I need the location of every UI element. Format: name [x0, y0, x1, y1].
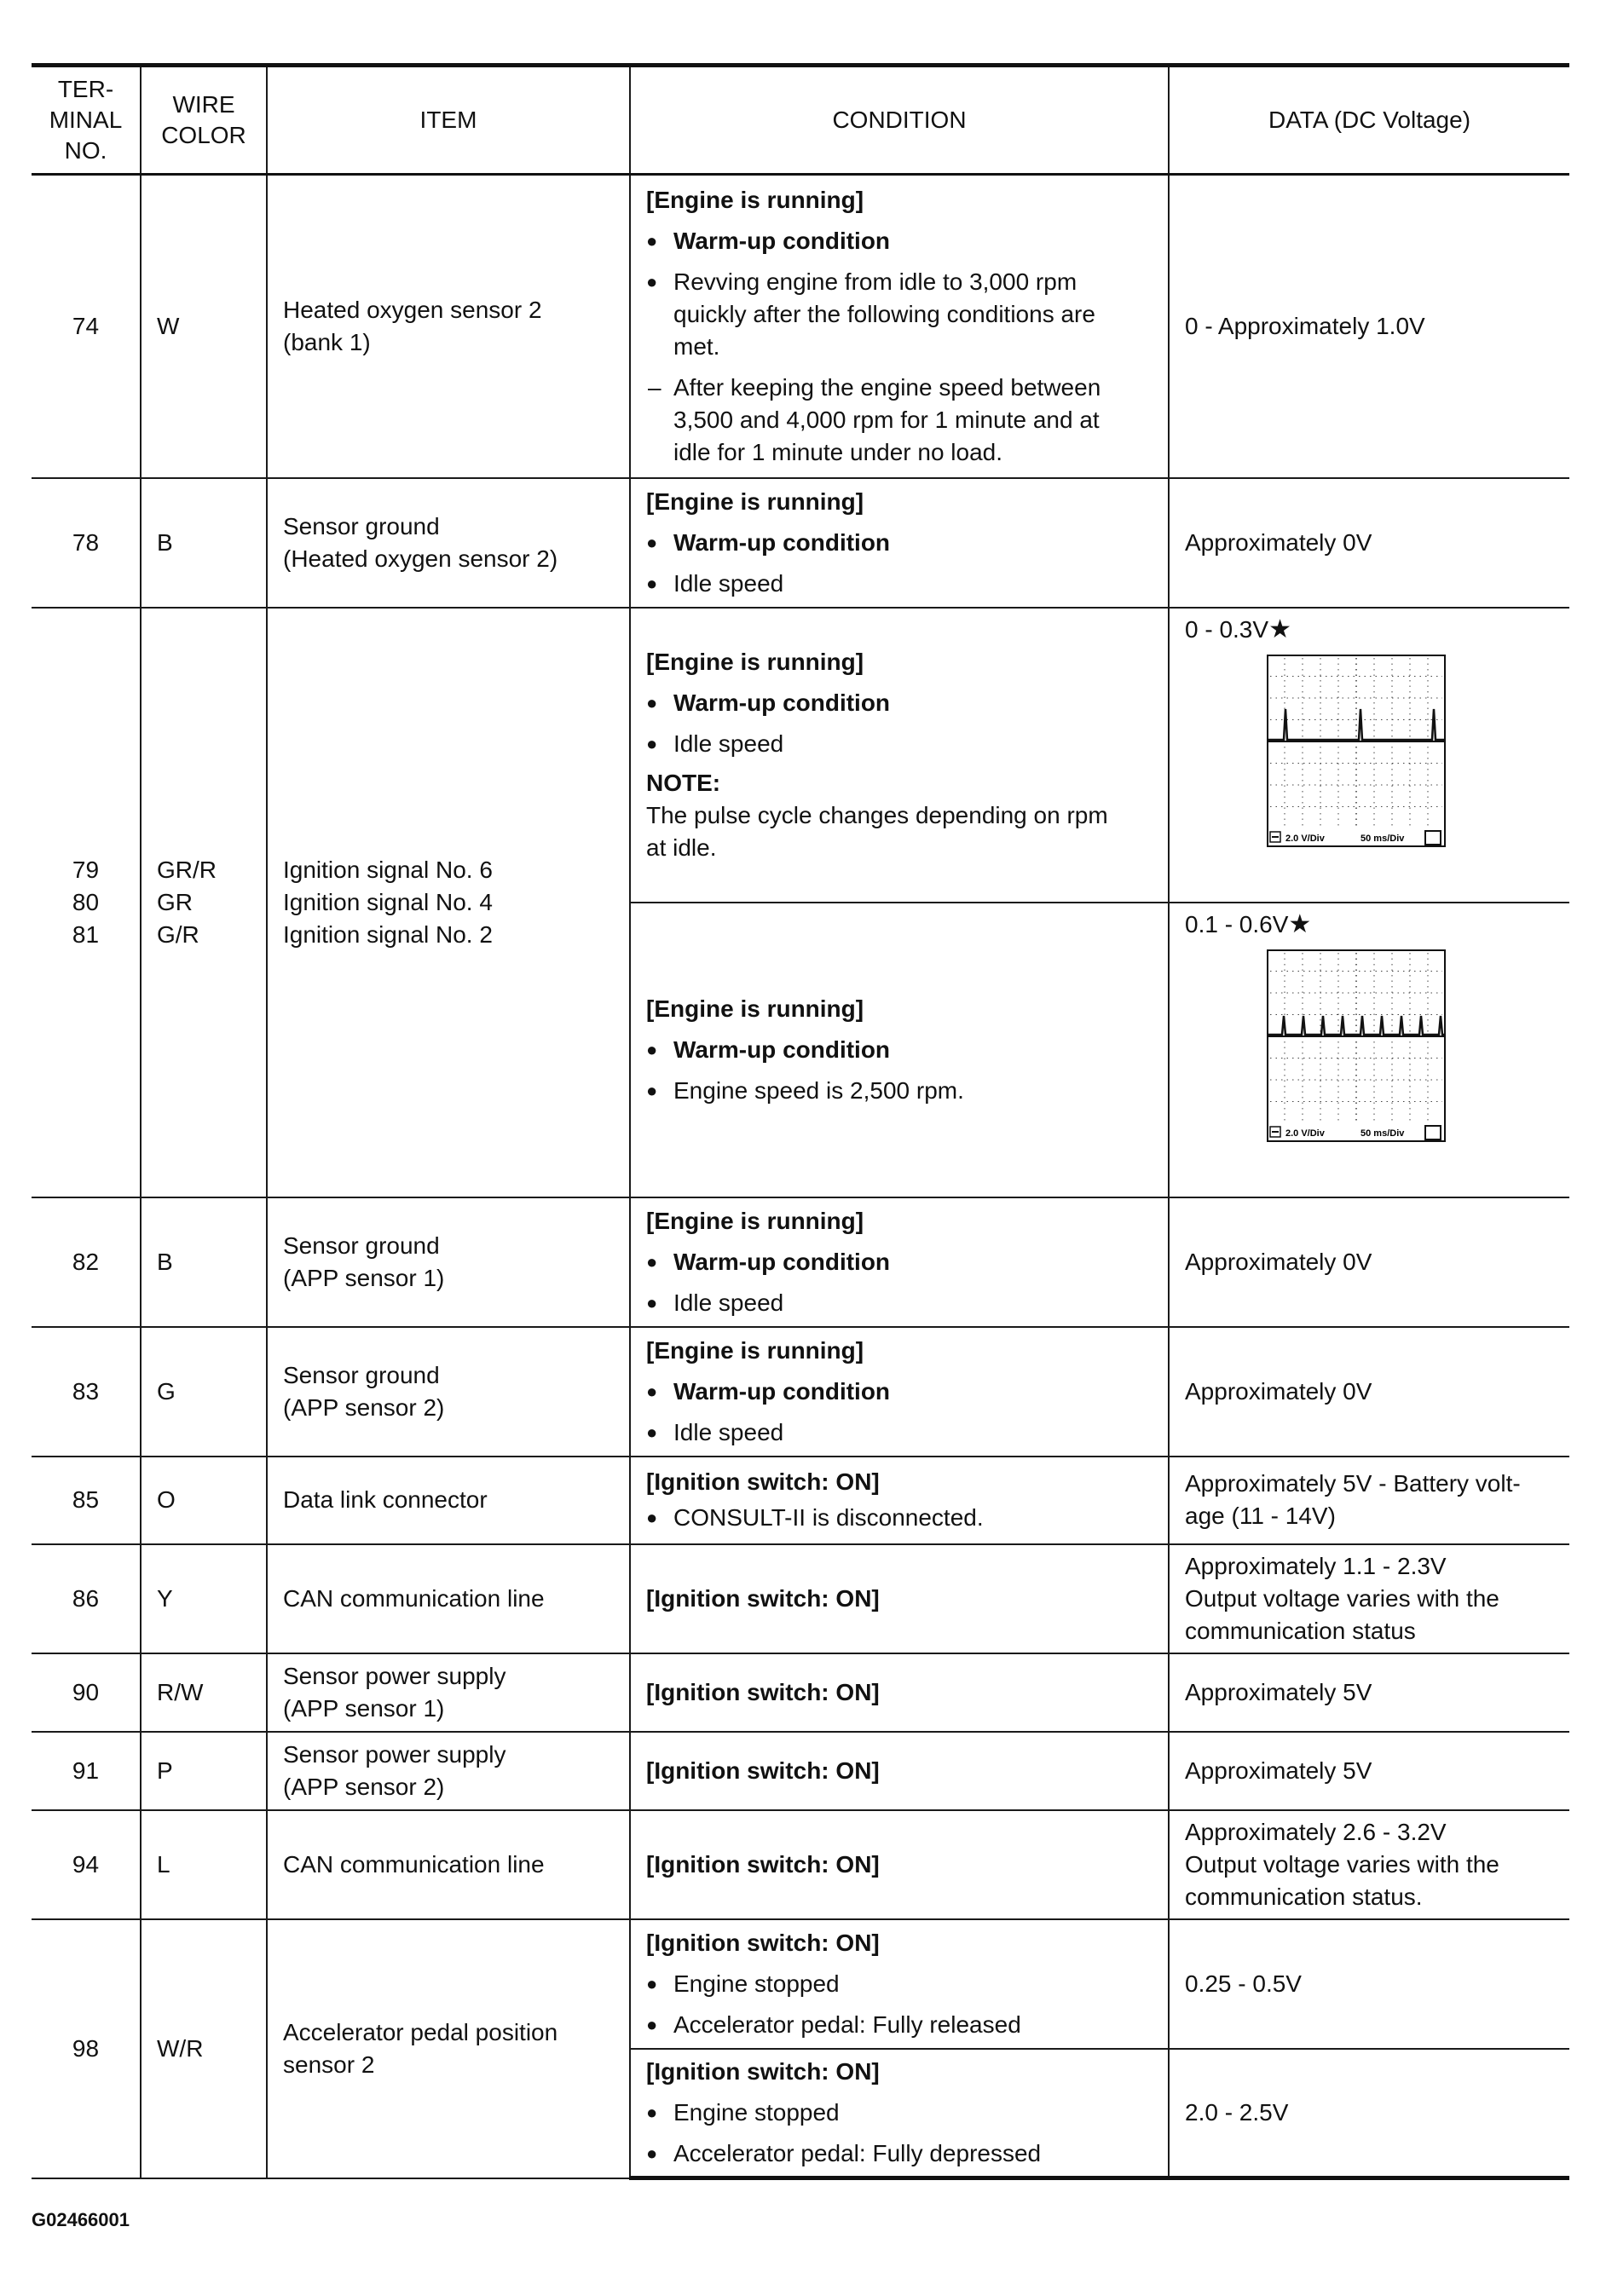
item-cell: Accelerator pedal position sensor 2	[267, 1919, 630, 2178]
wire-color: G	[141, 1327, 267, 1457]
item-cell: Ignition signal No. 6 Ignition signal No. 4 Ignition signal No. 2	[267, 608, 630, 1197]
terminal-no: 90	[32, 1653, 141, 1732]
condition-header: [Ignition switch: ON]	[630, 1544, 1169, 1653]
condition-bullet: ● Warm-up condition	[646, 687, 1153, 719]
condition-bullet: ● Engine speed is 2,500 rpm.	[646, 1075, 1153, 1107]
col-header-terminal: TER- MINAL NO.	[32, 66, 141, 175]
item-cell: Sensor power supply (APP sensor 2)	[267, 1732, 630, 1810]
condition-header: [Ignition switch: ON]	[630, 1653, 1169, 1732]
table-row	[32, 1653, 1569, 1732]
condition-cell	[630, 1457, 1169, 1544]
scope-time-label: 50 ms/Div	[1360, 1128, 1405, 1139]
item-cell: CAN communication line	[267, 1810, 630, 1919]
item-cell: Sensor ground (APP sensor 1)	[267, 1197, 630, 1327]
star-icon: ★	[1268, 614, 1291, 643]
condition-header: [Engine is running]	[646, 995, 864, 1022]
condition-header: [Ignition switch: ON]	[646, 1468, 880, 1495]
data-cell: Approximately 1.1 - 2.3V Output voltage varies with the communication status	[1169, 1544, 1569, 1653]
wire-color: W	[141, 175, 267, 478]
wire-color: L	[141, 1810, 267, 1919]
condition-dash-item: – After keeping the engine speed between 3,500 and 4,000 rpm for 1 minute and at idle for 1 minute under no load.	[646, 372, 1153, 469]
condition-bullet: ● Accelerator pedal: Fully depressed	[646, 2137, 1153, 2170]
table-row	[32, 175, 1569, 478]
wire-color: Y	[141, 1544, 267, 1653]
data-cell: Approximately 5V - Battery volt- age (11 - 14V)	[1169, 1457, 1569, 1544]
condition-cell	[630, 1327, 1169, 1457]
condition-header: [Ignition switch: ON]	[646, 1929, 880, 1956]
col-header-item: ITEM	[267, 66, 630, 175]
wire-color: B	[141, 1197, 267, 1327]
terminal-no: 83	[32, 1327, 141, 1457]
condition-bullet: ● CONSULT-II is disconnected.	[646, 1502, 1153, 1534]
wire-color: GR/R GR G/R	[141, 608, 267, 1197]
item-cell: Heated oxygen sensor 2 (bank 1)	[267, 175, 630, 478]
item-cell: Sensor ground (APP sensor 2)	[267, 1327, 630, 1457]
oscilloscope-waveform-2500rpm	[1267, 949, 1446, 1142]
condition-header: [Ignition switch: ON]	[630, 1732, 1169, 1810]
condition-cell	[630, 1197, 1169, 1327]
header-row	[32, 66, 1569, 175]
data-cell: Approximately 2.6 - 3.2V Output voltage varies with the communication status.	[1169, 1810, 1569, 1919]
condition-header: [Ignition switch: ON]	[630, 1810, 1169, 1919]
col-header-data: DATA (DC Voltage)	[1169, 66, 1569, 175]
data-cell: Approximately 5V	[1169, 1653, 1569, 1732]
data-cell: Approximately 0V	[1169, 1197, 1569, 1327]
condition-header: [Engine is running]	[646, 487, 864, 515]
condition-cell	[630, 2049, 1169, 2178]
terminal-no: 74	[32, 175, 141, 478]
wire-color: R/W	[141, 1653, 267, 1732]
condition-bullet: ● Warm-up condition	[646, 225, 1153, 257]
condition-header: [Engine is running]	[646, 648, 864, 675]
condition-header: [Engine is running]	[646, 1207, 864, 1234]
table-row	[32, 478, 1569, 608]
terminal-no: 79 80 81	[32, 608, 141, 1197]
item-cell: Sensor power supply (APP sensor 1)	[267, 1653, 630, 1732]
condition-bullet: ● Revving engine from idle to 3,000 rpm quickly after the following conditions are met.	[646, 266, 1153, 363]
data-value: 0.1 - 0.6V	[1185, 910, 1289, 937]
scope-volts-label: 2.0 V/Div	[1285, 1128, 1325, 1139]
condition-header: [Engine is running]	[646, 186, 864, 213]
figure-id: G02466001	[32, 2209, 130, 2230]
condition-bullet: ● Engine stopped	[646, 1968, 1153, 2000]
condition-bullet: ● Idle speed	[646, 1287, 1153, 1319]
data-value: 0 - 0.3V	[1185, 615, 1269, 643]
table-row	[32, 1327, 1569, 1457]
table-row	[32, 1197, 1569, 1327]
item-cell: CAN communication line	[267, 1544, 630, 1653]
star-icon: ★	[1288, 909, 1312, 938]
terminal-no: 98	[32, 1919, 141, 2178]
data-cell: 0.25 - 0.5V	[1169, 1919, 1569, 2049]
condition-cell	[630, 608, 1169, 903]
condition-bullet: ● Warm-up condition	[646, 527, 1153, 559]
table-row	[32, 608, 1569, 903]
condition-bullet: ● Warm-up condition	[646, 1246, 1153, 1278]
item-cell: Sensor ground (Heated oxygen sensor 2)	[267, 478, 630, 608]
table-row	[32, 1810, 1569, 1919]
condition-header: [Ignition switch: ON]	[646, 2057, 880, 2085]
table-row	[32, 1919, 1569, 2049]
wire-color: W/R	[141, 1919, 267, 2178]
terminal-no: 86	[32, 1544, 141, 1653]
condition-cell	[630, 1919, 1169, 2049]
condition-bullet: ● Warm-up condition	[646, 1034, 1153, 1066]
terminal-data-table-container	[32, 63, 1569, 2180]
data-cell: 0 - Approximately 1.0V	[1169, 175, 1569, 478]
condition-bullet: ● Idle speed	[646, 728, 1153, 760]
col-header-condition: CONDITION	[630, 66, 1169, 175]
wire-color: P	[141, 1732, 267, 1810]
col-header-wire-color: WIRE COLOR	[141, 66, 267, 175]
condition-cell	[630, 903, 1169, 1197]
data-cell	[1169, 903, 1569, 1197]
note-label: NOTE:	[646, 769, 721, 796]
table-row	[32, 1732, 1569, 1810]
wire-color: B	[141, 478, 267, 608]
condition-bullet: ● Idle speed	[646, 568, 1153, 600]
data-cell: 2.0 - 2.5V	[1169, 2049, 1569, 2178]
condition-cell	[630, 175, 1169, 478]
item-cell: Data link connector	[267, 1457, 630, 1544]
terminal-no: 94	[32, 1810, 141, 1919]
data-cell	[1169, 608, 1569, 903]
data-cell: Approximately 0V	[1169, 1327, 1569, 1457]
condition-header: [Engine is running]	[646, 1336, 864, 1364]
ecm-terminal-table	[32, 63, 1569, 2180]
table-row	[32, 1457, 1569, 1544]
scope-volts-label: 2.0 V/Div	[1285, 833, 1325, 844]
wire-color: O	[141, 1457, 267, 1544]
condition-bullet: ● Engine stopped	[646, 2097, 1153, 2129]
terminal-no: 78	[32, 478, 141, 608]
scope-time-label: 50 ms/Div	[1360, 833, 1405, 844]
table-row	[32, 1544, 1569, 1653]
condition-cell	[630, 478, 1169, 608]
condition-bullet: ● Warm-up condition	[646, 1376, 1153, 1408]
oscilloscope-waveform-idle	[1267, 655, 1446, 847]
data-cell: Approximately 0V	[1169, 478, 1569, 608]
terminal-no: 85	[32, 1457, 141, 1544]
condition-bullet: ● Idle speed	[646, 1416, 1153, 1449]
condition-bullet: ● Accelerator pedal: Fully released	[646, 2009, 1153, 2041]
terminal-no: 91	[32, 1732, 141, 1810]
data-cell: Approximately 5V	[1169, 1732, 1569, 1810]
note-text: The pulse cycle changes depending on rpm at idle.	[646, 801, 1108, 861]
terminal-no: 82	[32, 1197, 141, 1327]
